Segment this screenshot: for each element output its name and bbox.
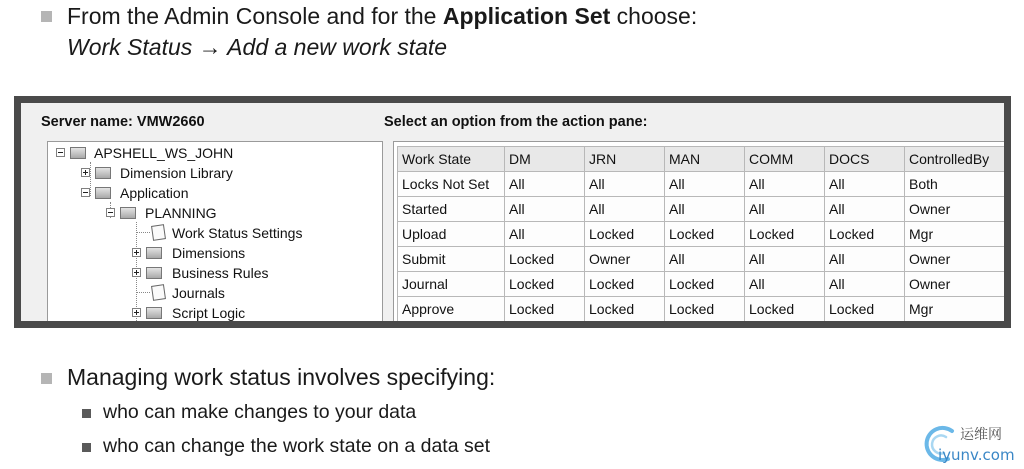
navigation-tree[interactable] xyxy=(47,141,383,321)
admin-console-screenshot xyxy=(14,96,1011,328)
column-header-jrn[interactable]: JRN xyxy=(585,147,665,172)
watermark xyxy=(918,421,1022,467)
admin-console-window xyxy=(21,103,1004,321)
grid-cell[interactable]: All xyxy=(585,197,665,222)
folder-icon xyxy=(120,207,136,219)
folder-icon xyxy=(95,167,111,179)
watermark-url: iyunv.com xyxy=(938,446,1015,464)
grid-cell[interactable]: All xyxy=(585,172,665,197)
collapse-icon[interactable] xyxy=(56,148,65,157)
expand-icon[interactable] xyxy=(132,248,141,257)
folder-icon xyxy=(146,247,162,259)
sub-bullet-marker xyxy=(82,409,91,418)
work-state-grid xyxy=(397,146,1004,321)
watermark-text: 运维网 xyxy=(960,427,1002,443)
grid-cell[interactable]: Journal xyxy=(398,272,505,297)
grid-cell[interactable]: All xyxy=(665,247,745,272)
server-name-label: Server name: VMW2660 xyxy=(41,114,205,130)
grid-cell[interactable]: Submit xyxy=(398,247,505,272)
grid-cell[interactable]: Both xyxy=(905,172,1005,197)
column-header-dm[interactable]: DM xyxy=(505,147,585,172)
expand-icon[interactable] xyxy=(81,168,90,177)
grid-cell[interactable]: Mgr xyxy=(905,222,1005,247)
grid-cell[interactable]: Locked xyxy=(825,222,905,247)
table-row[interactable] xyxy=(398,272,1005,297)
sub-bullet-1: who can make changes to your data xyxy=(103,401,417,423)
instruction-prefix: From the Admin Console and for the xyxy=(67,3,443,29)
tree-item-journals[interactable]: Journals xyxy=(172,285,225,301)
grid-header-row xyxy=(398,147,1005,172)
table-row[interactable] xyxy=(398,222,1005,247)
collapse-icon[interactable] xyxy=(106,208,115,217)
grid-cell[interactable]: Locked xyxy=(825,297,905,322)
instruction-line xyxy=(67,3,697,30)
grid-cell[interactable]: Upload xyxy=(398,222,505,247)
bullet-marker xyxy=(41,373,52,384)
grid-cell[interactable]: Owner xyxy=(905,247,1005,272)
grid-cell[interactable]: Locked xyxy=(585,272,665,297)
column-header-work-state[interactable]: Work State xyxy=(398,147,505,172)
column-header-controlled-by[interactable]: ControlledBy xyxy=(905,147,1005,172)
grid-cell[interactable]: Mgr xyxy=(905,297,1005,322)
tree-item-business-rules[interactable]: Business Rules xyxy=(172,265,269,281)
folder-icon xyxy=(70,147,86,159)
grid-cell[interactable]: All xyxy=(505,222,585,247)
menu-path: Work Status → Add a new work state xyxy=(67,34,448,60)
folder-icon xyxy=(146,267,162,279)
action-pane-label: Select an option from the action pane: xyxy=(384,114,648,130)
grid-cell[interactable]: Locks Not Set xyxy=(398,172,505,197)
grid-cell[interactable]: Locked xyxy=(585,222,665,247)
grid-cell[interactable]: All xyxy=(825,272,905,297)
tree-item-script-logic[interactable]: Script Logic xyxy=(172,305,246,321)
grid-cell[interactable]: Owner xyxy=(585,247,665,272)
bullet-marker xyxy=(41,11,52,22)
grid-cell[interactable]: Locked xyxy=(745,222,825,247)
grid-cell[interactable]: All xyxy=(745,197,825,222)
grid-cell[interactable]: Locked xyxy=(585,297,665,322)
grid-cell[interactable]: Owner xyxy=(905,197,1005,222)
folder-icon xyxy=(146,307,162,319)
table-row[interactable] xyxy=(398,297,1005,322)
managing-work-status-text: Managing work status involves specifying: xyxy=(67,364,496,390)
work-state-grid-pane[interactable] xyxy=(393,141,1004,321)
grid-cell[interactable]: All xyxy=(825,197,905,222)
table-row[interactable] xyxy=(398,197,1005,222)
tree-item-apshell-ws-john[interactable]: APSHELL_WS_JOHN xyxy=(94,145,234,161)
grid-cell[interactable]: Locked xyxy=(505,247,585,272)
grid-cell[interactable]: All xyxy=(825,172,905,197)
expand-icon[interactable] xyxy=(132,268,141,277)
grid-cell[interactable]: Owner xyxy=(905,272,1005,297)
grid-cell[interactable]: Locked xyxy=(665,297,745,322)
grid-cell[interactable]: All xyxy=(745,172,825,197)
grid-cell[interactable]: All xyxy=(745,247,825,272)
application-set-label: Application Set xyxy=(442,3,611,29)
grid-cell[interactable]: Locked xyxy=(665,222,745,247)
folder-icon xyxy=(95,187,111,199)
column-header-comm[interactable]: COMM xyxy=(745,147,825,172)
tree-item-work-status-settings[interactable]: Work Status Settings xyxy=(172,225,303,241)
grid-cell[interactable]: All xyxy=(505,172,585,197)
table-row[interactable] xyxy=(398,172,1005,197)
grid-cell[interactable]: Started xyxy=(398,197,505,222)
grid-cell[interactable]: Locked xyxy=(665,272,745,297)
grid-cell[interactable]: Approve xyxy=(398,297,505,322)
grid-cell[interactable]: Locked xyxy=(505,297,585,322)
grid-cell[interactable]: Locked xyxy=(745,297,825,322)
grid-cell[interactable]: All xyxy=(825,247,905,272)
collapse-icon[interactable] xyxy=(81,188,90,197)
table-row[interactable] xyxy=(398,247,1005,272)
instruction-suffix: choose: xyxy=(610,3,698,29)
tree-item-dimensions[interactable]: Dimensions xyxy=(172,245,246,261)
column-header-man[interactable]: MAN xyxy=(665,147,745,172)
column-header-docs[interactable]: DOCS xyxy=(825,147,905,172)
document-icon xyxy=(151,224,166,241)
tree-item-planning[interactable]: PLANNING xyxy=(145,205,217,221)
tree-item-dimension-library[interactable]: Dimension Library xyxy=(120,165,233,181)
grid-cell[interactable]: Locked xyxy=(505,272,585,297)
document-icon xyxy=(151,284,166,301)
sub-bullet-marker xyxy=(82,443,91,452)
expand-icon[interactable] xyxy=(132,308,141,317)
grid-cell[interactable]: All xyxy=(665,172,745,197)
grid-cell[interactable]: All xyxy=(505,197,585,222)
sub-bullet-2: who can change the work state on a data set xyxy=(103,435,491,457)
grid-cell[interactable]: All xyxy=(665,197,745,222)
tree-item-application[interactable]: Application xyxy=(120,185,189,201)
grid-cell[interactable]: All xyxy=(745,272,825,297)
